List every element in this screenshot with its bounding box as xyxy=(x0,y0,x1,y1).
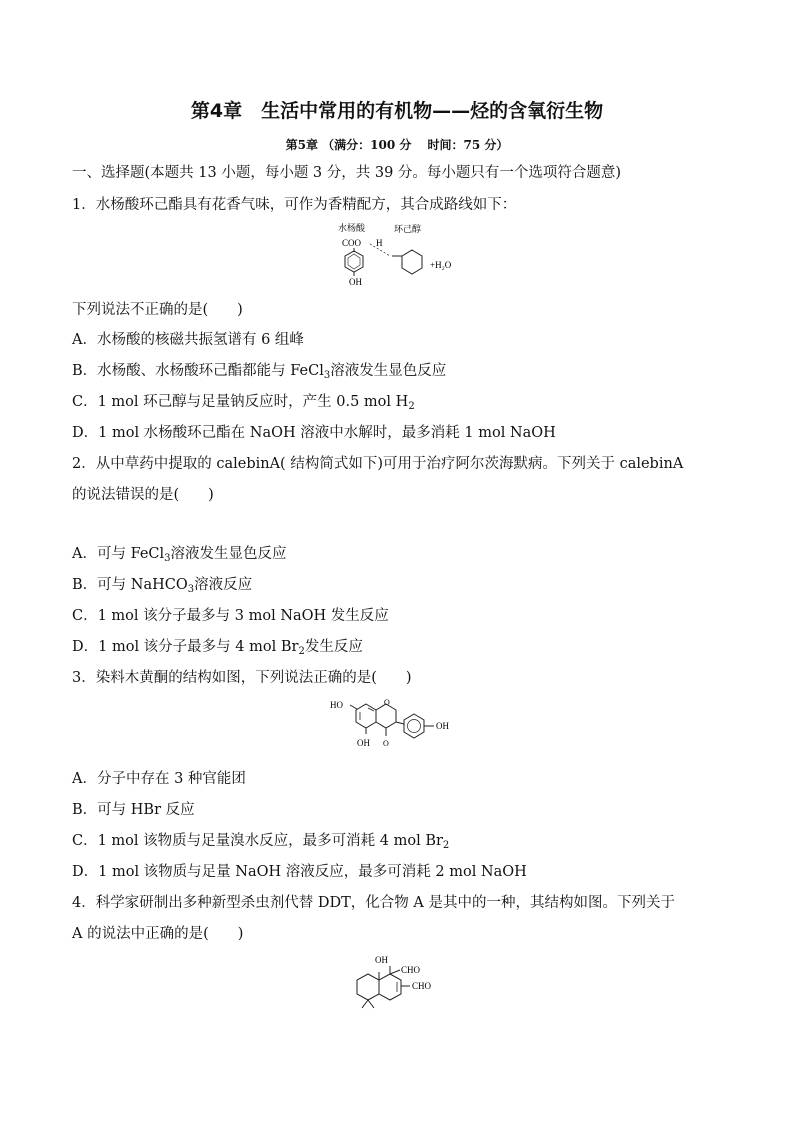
q3-structure-figure xyxy=(330,696,470,758)
q3-ring-o: O xyxy=(384,698,390,707)
q3-keto-o: O xyxy=(383,739,389,748)
q1-label-salicylic-acid: 水杨酸 xyxy=(338,223,366,233)
q4-structure-figure xyxy=(348,952,458,1018)
q1-water-label: +H₂O xyxy=(430,260,452,270)
page-title: 第4章 生活中常用的有机物——烃的含氧衍生物 xyxy=(190,100,604,122)
q2-stem-line2: 的说法错误的是( ) xyxy=(72,487,214,503)
q1-option-a: A．水杨酸的核磁共振氢谱有 6 组峰 xyxy=(72,332,304,348)
q1-coo-label: COO xyxy=(342,238,362,248)
q3-stem: 3．染料木黄酮的结构如图，下列说法正确的是( ) xyxy=(72,670,412,686)
q4-cho-right: CHO xyxy=(412,981,432,991)
q2-option-d: D．1 mol 该分子最多与 4 mol $Br_2$发生反应 xyxy=(72,639,363,657)
q1-stem: 1．水杨酸环己酯具有花香气味，可作为香精配方，其合成路线如下： xyxy=(72,197,517,213)
q3-oh-bottom: OH xyxy=(357,738,370,748)
svg-text:H: H xyxy=(376,238,383,248)
q4-oh-label: OH xyxy=(375,955,388,965)
page-subtitle: 第5章 （满分：100 分 时间：75 分） xyxy=(285,138,509,152)
q4-stem-line2: A 的说法中正确的是( ) xyxy=(72,926,244,942)
q1-option-c: C．1 mol 环己醇与足量钠反应时，产生 0.5 mol $H_2$ xyxy=(72,394,415,412)
q1-option-d: D．1 mol 水杨酸环己酯在 NaOH 溶液中水解时，最多消耗 1 mol NaOH xyxy=(72,425,556,441)
q3-option-d: D．1 mol 该物质与足量 NaOH 溶液反应，最多可消耗 2 mol NaOH xyxy=(72,864,527,880)
q2-option-a: A．可与 FeCl$_3$溶液发生显色反应 xyxy=(72,546,287,564)
q3-oh-right: OH xyxy=(436,721,449,731)
q1-oh-label: OH xyxy=(349,277,362,287)
q4-cho-top: CHO xyxy=(401,965,421,975)
q2-option-c: C．1 mol 该分子最多与 3 mol NaOH 发生反应 xyxy=(72,608,389,624)
q2-option-b: B．可与 NaHCO$_3$溶液反应 xyxy=(72,577,253,595)
q3-option-c: C．1 mol 该物质与足量溴水反应，最多可消耗 4 mol $Br_2$ xyxy=(72,833,450,851)
q3-option-b: B．可与 HBr 反应 xyxy=(72,802,195,818)
q3-ho-label: HO xyxy=(330,700,343,710)
q2-stem-line1: 2．从中草药中提取的 calebinA( 结构简式如下)可用于治疗阿尔茨海默病。下列关于 calebinA xyxy=(72,456,684,472)
section-heading: 一、选择题(本题共 13 小题，每小题 3 分，共 39 分。每小题只有一个选项符合题意) xyxy=(72,165,622,181)
q1-option-b: B．水杨酸、水杨酸环己酯都能与 FeCl$_3$溶液发生显色反应 xyxy=(72,363,447,381)
q3-option-a: A．分子中存在 3 种官能团 xyxy=(72,771,246,787)
q4-stem-line1: 4．科学家研制出多种新型杀虫剂代替 DDT，化合物 A 是其中的一种，其结构如图。下列关于 xyxy=(72,895,675,911)
q1-question: 下列说法不正确的是( ) xyxy=(72,302,243,318)
q1-label-cyclohexanol: 环己醇 xyxy=(394,224,422,234)
q1-structure-figure xyxy=(330,220,480,292)
